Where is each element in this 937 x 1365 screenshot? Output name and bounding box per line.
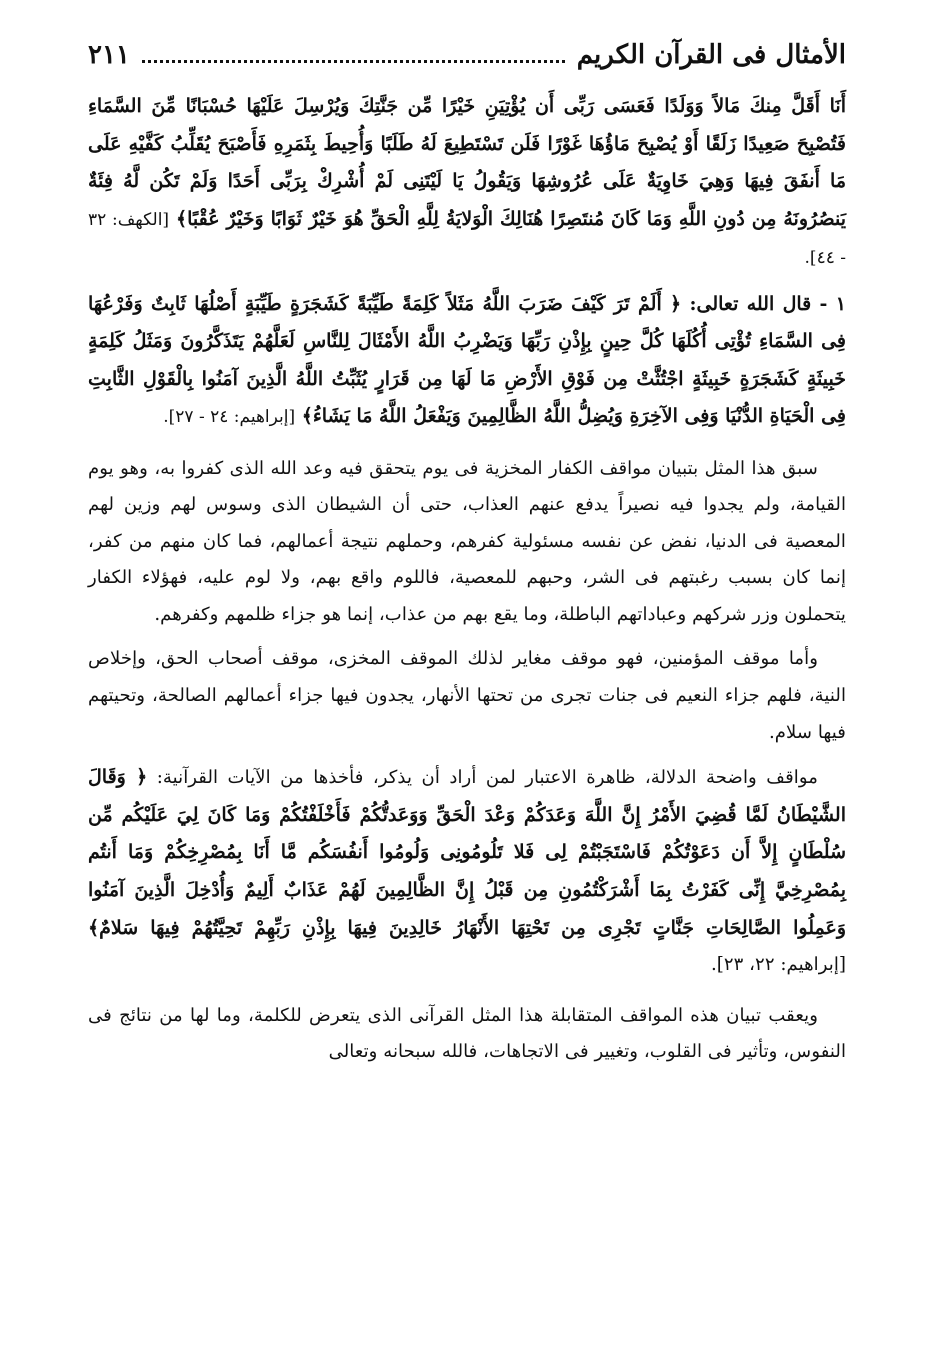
verse-reference: [إبراهيم: ٢٤ - ٢٧]. (163, 407, 296, 427)
book-title: الأمثال فى القرآن الكريم (576, 40, 846, 70)
verse-reference: [إبراهيم: ٢٢، ٢٣]. (710, 954, 846, 976)
header-dot-leader (142, 59, 565, 63)
paragraph-intro: مواقف واضحة الدلالة، ظاهرة الاعتبار لمن أراد أن يذكر، فأخذها من الآيات القرآنية: (156, 767, 818, 789)
book-page (88, 40, 846, 1071)
paragraph-disbelievers: سبق هذا المثل بتبيان مواقف الكفار المخزية فى يوم يتحقق فيه وعد الله الذى كفروا به، وهو يوم القيامة، ولم يجدوا فيه نصيراً يدفع عنهم العذاب، حتى أن الشيطان الذى وسوس لهم وزين لهم المعصية فى الدنيا، نفض عن نفسه مسئولية كفرهم، وحملهم نتيجة أعمالهم، فما كان منهم من كفر، إنما كان بسبب رغبتهم فى الشر، وحبهم للمعصية، فاللوم واقع بهم، ولا لوم عليه، فهؤلاء الكفار يتحملون وزر شركهم وعباداتهم الباطلة، وما يقع بهم من عذاب، إنما هو جزاء ظلمهم وكفرهم. (88, 457, 846, 625)
quran-verse-ibrahim-24-27 (88, 286, 846, 437)
verse-text: ١ - قال الله تعالى: ﴿ أَلَمْ تَرَ كَيْفَ ضَرَبَ اللَّهُ مَثَلاً كَلِمَةً طَيِّبَةً كَشَجَرَةٍ طَيِّبَةٍ أَصْلُهَا ثَابِتٌ وَفَرْعُهَا فِى السَّمَاءِ تُؤْتِى أُكُلَهَا كُلَّ حِينٍ بِإِذْنِ رَبِّهَا وَيَضْرِبُ اللَّهُ الأَمْثَالَ لِلنَّاسِ لَعَلَّهُمْ يَتَذَكَّرُونَ وَمَثَلُ كَلِمَةٍ خَبِيثَةٍ كَشَجَرَةٍ خَبِيثَةٍ اجْتُثَّتْ مِن فَوْقِ الأَرْضِ مَا لَهَا مِن قَرَارٍ يُثَبِّتُ اللَّهُ الَّذِينَ آمَنُوا بِالْقَوْلِ الثَّابِتِ فِى الْحَيَاةِ الدُّنْيَا وَفِى الآخِرَةِ وَيُضِلُّ اللَّهُ الظَّالِمِينَ وَيَفْعَلُ اللَّهُ مَا يَشَاءُ﴾ (88, 292, 846, 427)
paragraph-the-word: ويعقب تبيان هذه المواقف المتقابلة هذا المثل القرآنى الذى يتعرض للكلمة، وما لها من نتائج فى النفوس، وتأثير فى القلوب، وتغيير فى الاتجاهات، فالله سبحانه وتعالى (88, 1004, 846, 1063)
page-number: ٢١١ (88, 40, 130, 70)
verse-text: ﴿ وَقَالَ الشَّيْطَانُ لَمَّا قُضِيَ الأَمْرُ إِنَّ اللَّهَ وَعَدَكُمْ وَعْدَ الْحَقِّ وَوَعَدتُّكُمْ فَأَخْلَفْتُكُمْ وَمَا كَانَ لِيَ عَلَيْكُم مِّن سُلْطَانٍ إِلاَّ أَن دَعَوْتُكُمْ فَاسْتَجَبْتُمْ لِى فَلا تَلُومُونِى وَلُومُوا أَنفُسَكُم مَّا أَنَا بِمُصْرِخِكُمْ وَمَا أَنتُم بِمُصْرِخِيَّ إِنِّى كَفَرْتُ بِمَا أَشْرَكْتُمُونِ مِن قَبْلُ إِنَّ الظَّالِمِينَ لَهُمْ عَذَابٌ أَلِيمٌ وَأُدْخِلَ الَّذِينَ آمَنُوا وَعَمِلُوا الصَّالِحَاتِ جَنَّاتٍ تَجْرِى مِن تَحْتِهَا الأَنْهَارُ خَالِدِينَ فِيهَا بِإِذْنِ رَبِّهِمْ تَحِيَّتُهُمْ فِيهَا سَلامٌ﴾ (88, 766, 846, 939)
paragraph-believers: وأما موقف المؤمنين، فهو موقف مغاير لذلك الموقف المخزى، موقف أصحاب الحق، وإخلاص النية، فلهم جزاء النعيم فى جنات تجرى من تحتها الأنهار، يجدون فيها جزاء أعمالهم الصالحة، وتحيتهم فيها سلام. (88, 648, 846, 743)
verse-text: أَنَا أَقَلَّ مِنكَ مَالاً وَوَلَدًا فَعَسَى رَبِّى أَن يُؤْتِيَنِ خَيْرًا مِّن جَنَّتِكَ وَيُرْسِلَ عَلَيْهَا حُسْبَانًا مِّنَ السَّمَاءِ فَتُصْبِحَ صَعِيدًا زَلَقًا أَوْ يُصْبِحَ مَاؤُهَا غَوْرًا فَلَن تَسْتَطِيعَ لَهُ طَلَبًا وَأُحِيطَ بِثَمَرِهِ فَأَصْبَحَ يُقَلِّبُ كَفَّيْهِ عَلَى مَا أَنفَقَ فِيهَا وَهِيَ خَاوِيَةٌ عَلَى عُرُوشِهَا وَيَقُولُ يَا لَيْتَنِى لَمْ أُشْرِكْ بِرَبِّى أَحَدًا وَلَمْ تَكُن لَّهُ فِئَةٌ يَنصُرُونَهُ مِن دُونِ اللَّهِ وَمَا كَانَ مُنتَصِرًا هُنَالِكَ الْوَلايَةُ لِلَّهِ الْحَقِّ هُوَ خَيْرٌ ثَوَابًا وَخَيْرٌ عُقْبًا﴾ (88, 95, 846, 230)
verse-reference: [الكهف: ٣٢ - ٤٤]. (88, 209, 846, 268)
paragraph-quranic-positions (88, 759, 846, 984)
quran-verse-al-kahf (88, 88, 846, 278)
running-header (88, 40, 846, 88)
